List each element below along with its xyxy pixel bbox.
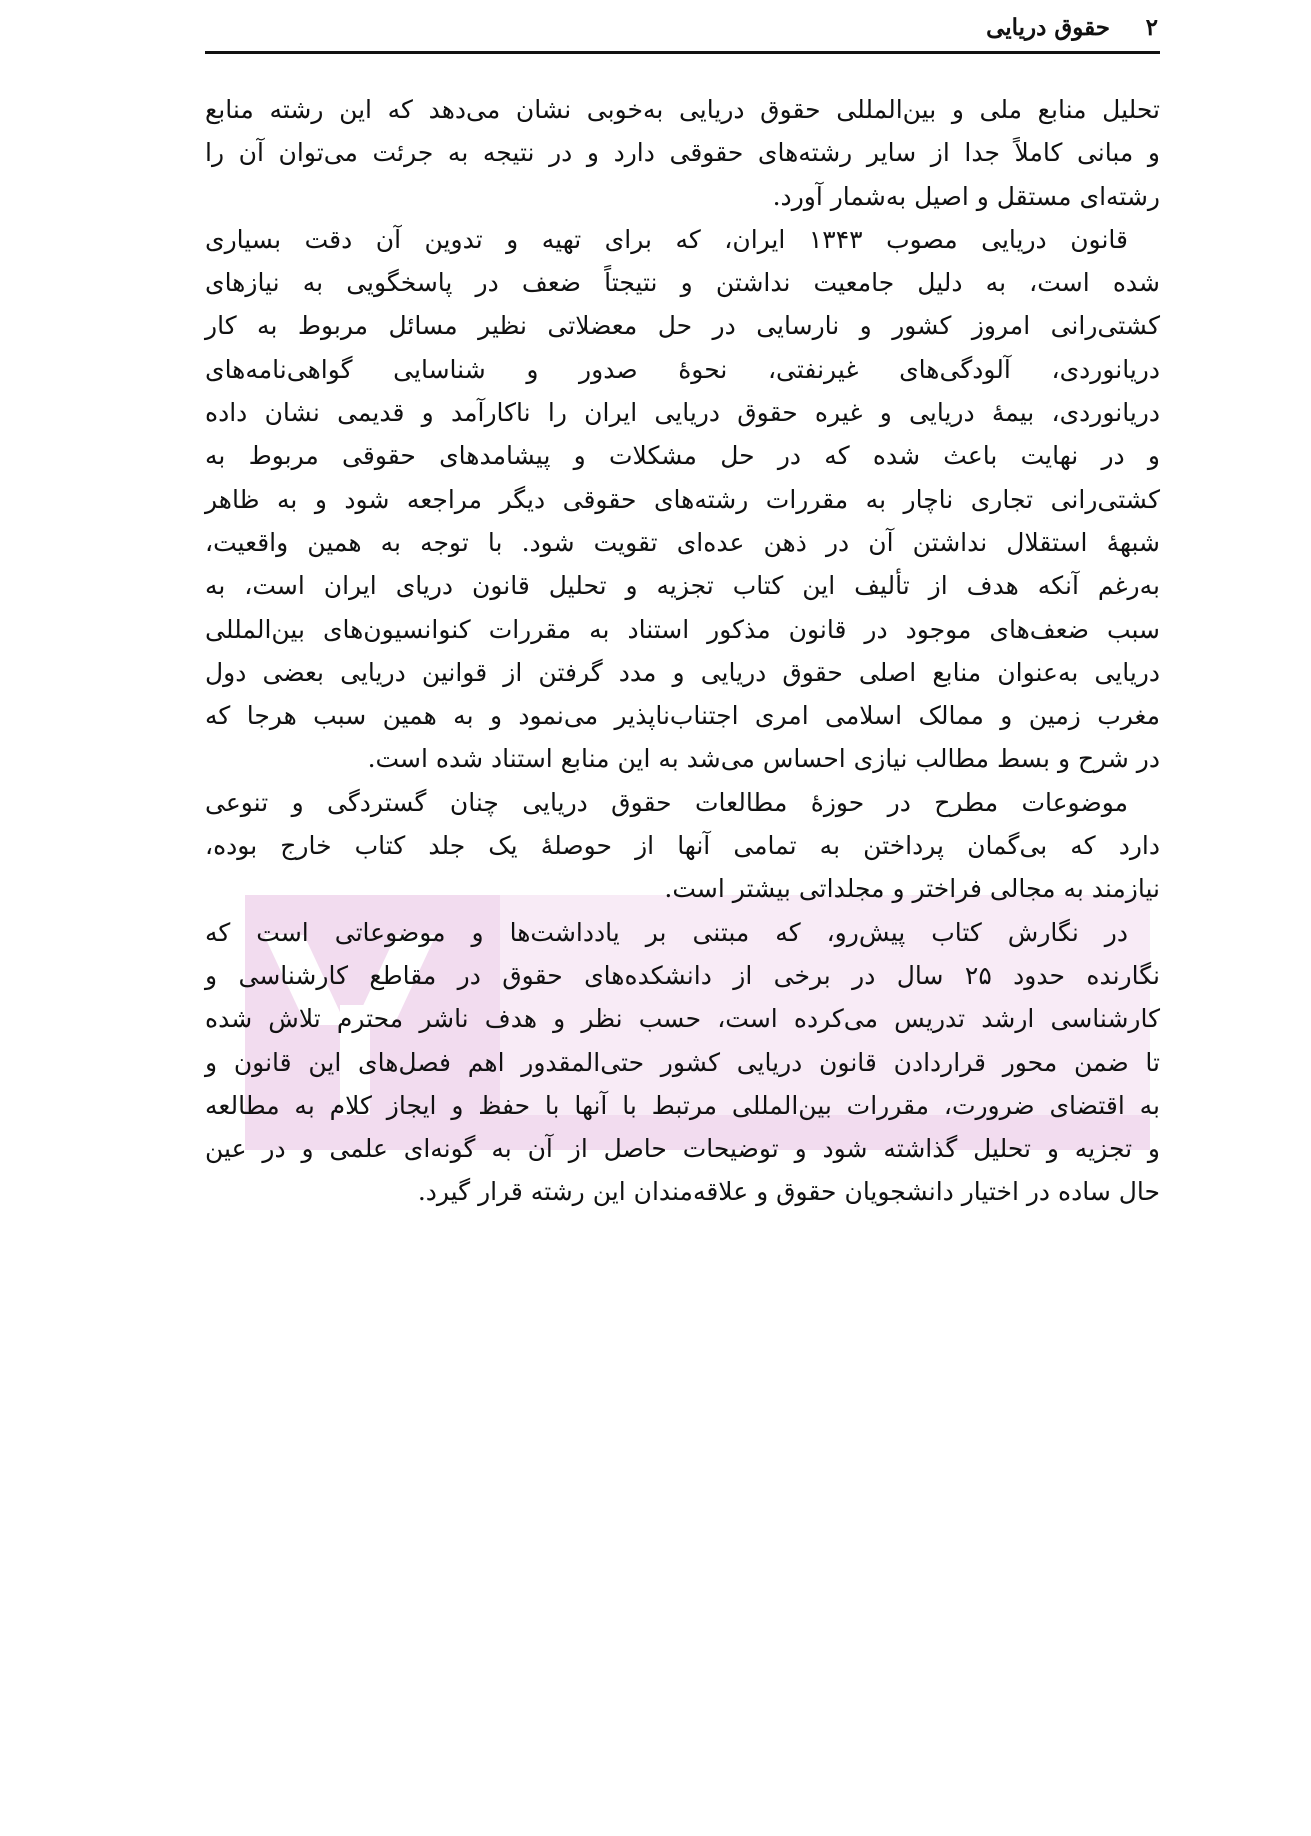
text-line: سبب ضعف‌های موجود در قانون مذکور استناد به مقررات کنوانسیون‌های بین‌المللی	[205, 614, 1160, 644]
text-line: موضوعات مطرح در حوزهٔ مطالعات حقوق دریایی چنان گستردگی و تنوعی	[205, 787, 1128, 817]
running-title: حقوق دریایی	[986, 14, 1110, 41]
text-line: و در نهایت باعث شده که در حل مشکلات و پیشامدهای حقوقی مربوط به	[205, 441, 1160, 471]
text-line: رشته‌ای مستقل و اصیل به‌شمار آورد.	[772, 181, 1160, 211]
header-rule	[205, 51, 1160, 54]
text-line: شده است، به دلیل جامعیت نداشتن و نتیجتاً ضعف در پاسخگویی به نیازهای	[205, 268, 1160, 298]
text-line: در شرح و بسط مطالب نیازی احساس می‌شد به این منابع استناد شده است.	[367, 744, 1160, 774]
text-line: تحلیل منابع ملی و بین‌المللی حقوق دریایی به‌خوبی نشان می‌دهد که این رشته منابع	[205, 95, 1160, 124]
text-line: کارشناسی ارشد تدریس می‌کرده است، حسب نظر و هدف ناشر محترم تلاش شده	[205, 1004, 1160, 1034]
text-line: شبههٔ استقلال نداشتن آن در ذهن عده‌ای تقویت شود. با توجه به همین واقعیت،	[205, 527, 1160, 557]
text-line: کشتی‌رانی امروز کشور و نارسایی در حل معضلاتی نظیر مسائل مربوط به کار	[205, 311, 1160, 341]
text-line: و مبانی کاملاً جدا از سایر رشته‌های حقوقی دارد و در نتیجه به جرئت می‌توان آن را	[205, 138, 1160, 168]
text-line: به اقتضای ضرورت، مقررات بین‌المللی مرتبط با آنها با حفظ و ایجاز کلام به مطالعه	[205, 1090, 1160, 1120]
text-line: قانون دریایی مصوب ۱۳۴۳ ایران، که برای تهیه و تدوین آن دقت بسیاری	[205, 224, 1128, 254]
text-line: به‌رغم آنکه هدف از تألیف این کتاب تجزیه و تحلیل قانون دریای ایران است، به	[205, 571, 1160, 601]
text-line: تا ضمن محور قراردادن قانون دریایی کشور حتی‌المقدور اهم فصل‌های این قانون و	[205, 1047, 1160, 1077]
text-line: و تجزیه و تحلیل گذاشته شود و توضیحات حاصل از آن به گونه‌ای علمی و در عین	[205, 1134, 1160, 1164]
text-line: نگارنده حدود ۲۵ سال در برخی از دانشکده‌های حقوق در مقاطع کارشناسی و	[205, 960, 1161, 990]
text-line: دارد که بی‌گمان پرداختن به تمامی آنها از حوصلهٔ یک جلد کتاب خارج بوده،	[205, 831, 1160, 861]
page-number: ۲	[1145, 14, 1158, 41]
text-line: دریانوردی، آلودگی‌های غیرنفتی، نحوهٔ صدور و شناسایی گواهی‌نامه‌های	[205, 354, 1160, 384]
text-line: دریایی به‌عنوان منابع اصلی حقوق دریایی و مدد گرفتن از قوانین دریایی بعضی دول	[205, 657, 1160, 687]
text-line: نیازمند به مجالی فراختر و مجلداتی بیشتر است.	[664, 874, 1160, 904]
text-line: دریانوردی، بیمهٔ دریایی و غیره حقوق دریایی ایران را ناکارآمد و قدیمی نشان داده	[205, 398, 1160, 428]
text-line: کشتی‌رانی تجاری ناچار به مقررات رشته‌های حقوقی دیگر مراجعه شود و به ظاهر	[205, 484, 1160, 514]
page-header	[205, 8, 1160, 48]
text-line: حال ساده در اختیار دانشجویان حقوق و علاقه‌مندان این رشته قرار گیرد.	[417, 1177, 1160, 1207]
text-line: در نگارش کتاب پیش‌رو، که مبتنی بر یادداشت‌ها و موضوعاتی است که	[205, 917, 1128, 947]
body-text	[205, 88, 1160, 1214]
text-line: مغرب زمین و ممالک اسلامی امری اجتناب‌ناپذیر می‌نمود و به همین سبب هرجا که	[205, 701, 1160, 731]
